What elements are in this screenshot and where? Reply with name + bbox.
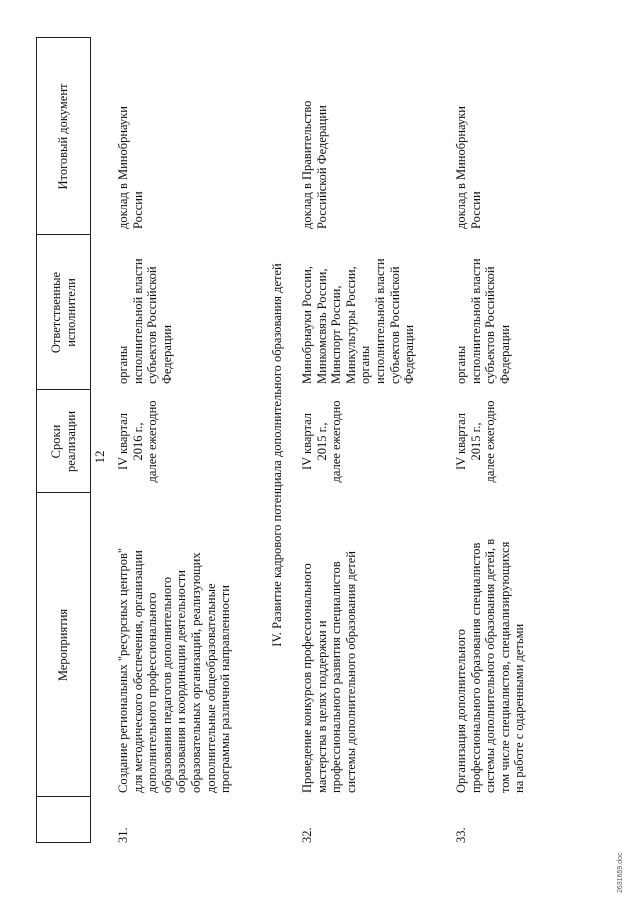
row-32-activity: Проведение конкурсов профессионального мастерства в целях поддержки и профессионального развития специалистов системы дополнительного образования детей — [300, 551, 358, 793]
row-31-executors: органы исполнительной власти субъектов Российской Федерации — [116, 258, 174, 384]
header-deadline: Сроки реализации — [49, 410, 78, 473]
row-32-executors: Минобрнауки России, Минкомсвязь России, Минспорт России, Минкультуры России, органы исполнительной власти субъектов Российской Федерации — [300, 258, 417, 384]
table-top-border — [36, 37, 37, 843]
header-executors: Ответственные исполнители — [49, 271, 78, 354]
row-32-result: доклад в Правительство Российской Федерации — [300, 100, 329, 229]
header-activity: Мероприятия — [56, 608, 70, 682]
row-31-activity: Создание региональных "ресурсных центров" для методического обеспечения, организации дополнительного профессионального образования педагогов дополнительного образования и координации деятельности образовательных организаций, реализующих дополнительные общеобразовательные программы различной направленности — [116, 547, 233, 793]
row-33-executors: органы исполнительной власти субъектов Российской Федерации — [454, 258, 512, 384]
row-31-result: доклад в Минобрнауки России — [116, 106, 145, 229]
section-title: IV. Развитие кадрового потенциала дополнительного образования детей — [270, 263, 284, 647]
header-result: Итоговый документ — [56, 83, 70, 190]
page-number: 12 — [92, 450, 107, 464]
doc-code: 2631659.doc — [617, 852, 624, 893]
row-33-result: доклад в Минобрнауки России — [454, 106, 483, 229]
row-33-num: 33. — [454, 827, 468, 843]
row-32-deadline: IV квартал 2015 г., далее ежегодно — [300, 400, 344, 483]
row-33-activity: Организация дополнительного профессионального образования специалистов системы дополнительного образования детей, в том числе специалистов, специализирующихся на работе с одаренными детьми — [454, 538, 527, 793]
header-bottom-border — [90, 37, 91, 843]
row-31-num: 31. — [116, 827, 130, 843]
row-33-deadline: IV квартал 2015 г., далее ежегодно — [454, 400, 498, 483]
row-31-deadline: IV квартал 2016 г., далее ежегодно — [116, 400, 160, 483]
row-32-num: 32. — [300, 827, 314, 843]
table-left-border — [36, 842, 90, 843]
